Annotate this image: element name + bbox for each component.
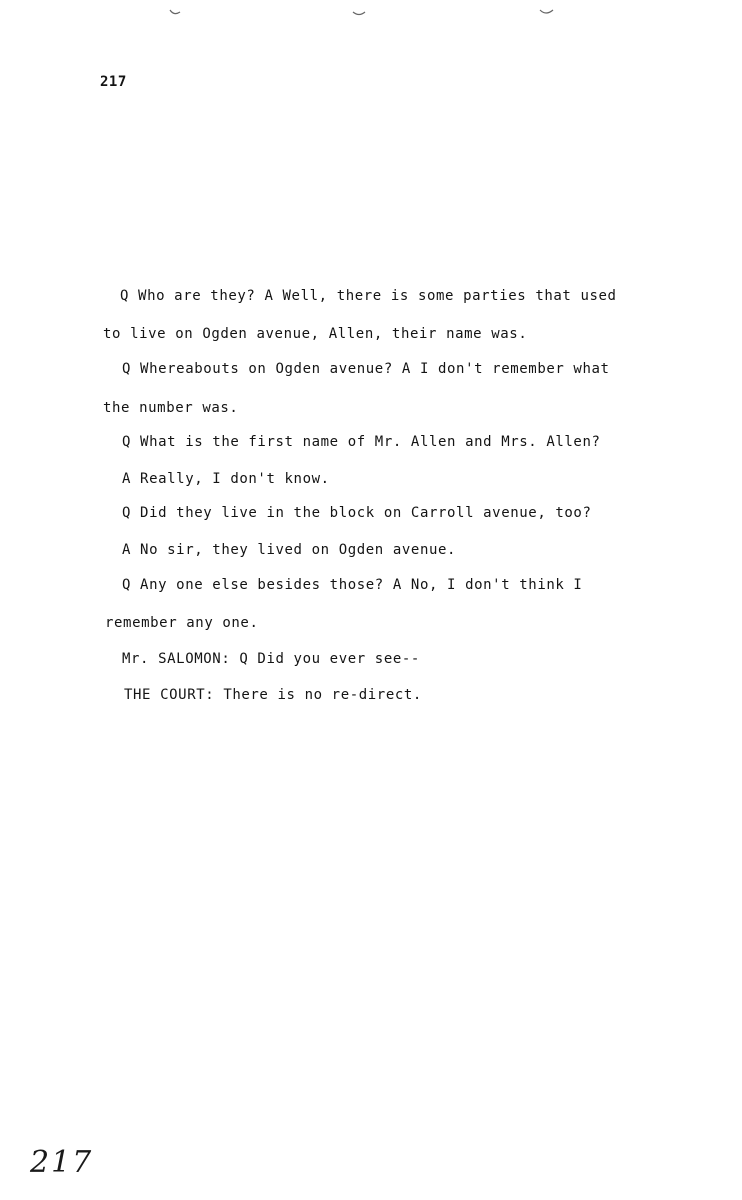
transcript-line: Mr. SALOMON: Q Did you ever see-- bbox=[122, 651, 420, 667]
transcript-line: Q Any one else besides those? A No, I don't think I bbox=[122, 577, 583, 593]
transcript-line: A Really, I don't know. bbox=[122, 471, 330, 487]
transcript-line: the number was. bbox=[103, 400, 239, 416]
transcript-line: remember any one. bbox=[105, 615, 259, 631]
transcript-line: A No sir, they lived on Ogden avenue. bbox=[122, 542, 457, 558]
transcript-line: Q Whereabouts on Ogden avenue? A I don't remember what bbox=[122, 361, 610, 377]
punch-hole-marks bbox=[0, 0, 742, 30]
transcript-line: Q Did they live in the block on Carroll avenue, too? bbox=[122, 505, 592, 521]
handwritten-page-number: 217 bbox=[30, 1145, 94, 1180]
transcript-line: to live on Ogden avenue, Allen, their name was. bbox=[103, 326, 528, 342]
page-number: 217 bbox=[100, 74, 127, 90]
transcript-line: THE COURT: There is no re-direct. bbox=[124, 687, 422, 703]
transcript-line: Q Who are they? A Well, there is some parties that used bbox=[120, 288, 617, 304]
transcript-line: Q What is the first name of Mr. Allen and Mrs. Allen? bbox=[122, 434, 601, 450]
